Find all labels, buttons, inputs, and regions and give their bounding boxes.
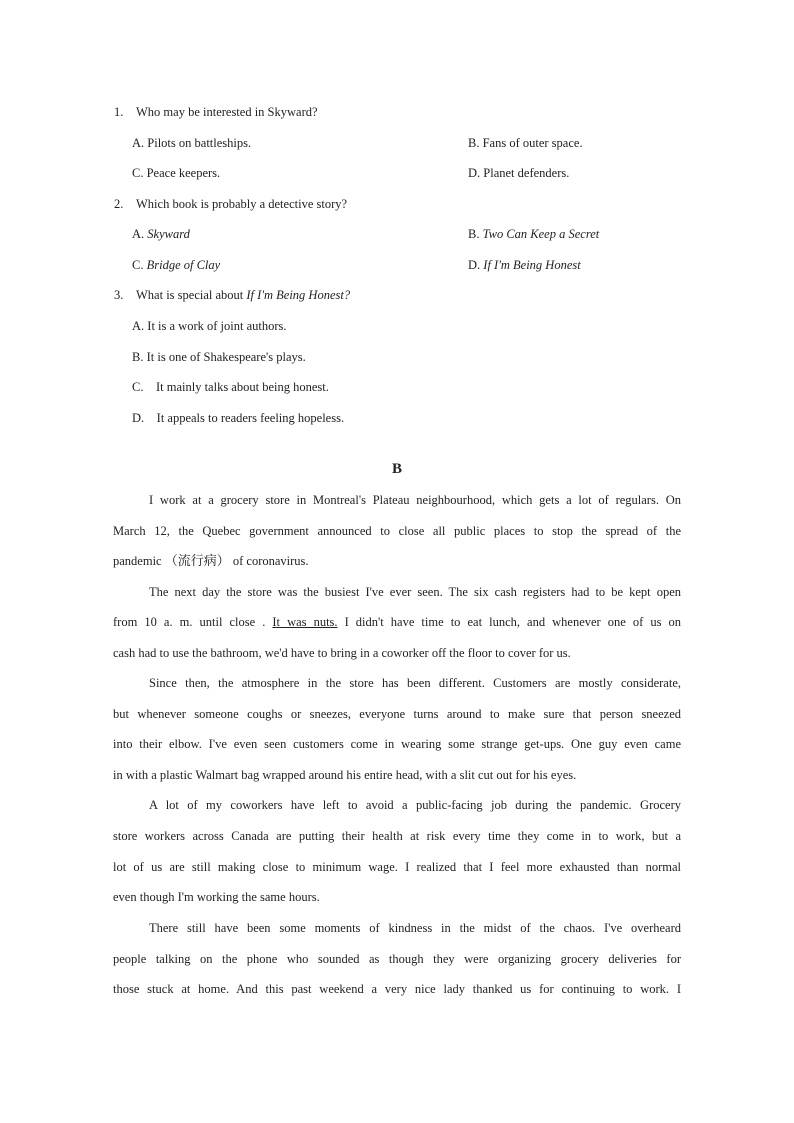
passage-line: people talking on the phone who sounded as though they were organizing grocery deliveries for	[113, 952, 681, 966]
passage-line	[113, 614, 681, 630]
option-1a	[132, 135, 251, 151]
option-text: Pilots on battleships.	[147, 136, 252, 150]
option-text: Skyward	[147, 227, 190, 241]
option-2c	[132, 257, 220, 273]
option-text: Two Can Keep a Secret	[482, 227, 600, 241]
passage-line: lot of us are still making close to minimum wage. I realized that I feel more exhausted than normal	[113, 860, 681, 874]
passage-text: from 10 a. m. until close .	[113, 615, 273, 629]
passage-line: in with a plastic Walmart bag wrapped around his entire head, with a slit cut out for his eyes.	[113, 768, 577, 782]
passage-line	[113, 553, 681, 570]
option-text: It is a work of joint authors.	[147, 319, 287, 333]
question-3	[114, 287, 350, 303]
question-1	[114, 104, 318, 120]
option-letter: A.	[132, 319, 145, 333]
option-letter: C.	[132, 258, 144, 272]
passage-text: pandemic	[113, 554, 165, 568]
passage-line: March 12, the Quebec government announced to close all public places to stop the spread of the	[113, 524, 681, 538]
passage-line: The next day the store was the busiest I've ever seen. The six cash registers had to be kept open	[149, 585, 681, 599]
option-letter: D.	[468, 166, 481, 180]
option-text: Peace keepers.	[146, 166, 221, 180]
option-letter: B.	[468, 136, 480, 150]
option-3a	[132, 318, 287, 334]
question-2	[114, 196, 347, 212]
option-1b	[468, 135, 583, 151]
question-book-title: If I'm Being Honest?	[246, 288, 351, 302]
option-2d	[468, 257, 581, 273]
option-letter: A.	[132, 227, 145, 241]
question-number: 2.	[114, 197, 124, 211]
question-text: What is special about	[136, 288, 247, 302]
option-1c	[132, 165, 220, 181]
question-number: 3.	[114, 288, 124, 302]
passage-line: into their elbow. I've even seen customers come in wearing some strange get-ups. One guy even came	[113, 737, 681, 751]
passage-line: I work at a grocery store in Montreal's Plateau neighbourhood, which gets a lot of regulars. On	[149, 493, 681, 507]
question-number: 1.	[114, 105, 124, 119]
option-letter: B.	[468, 227, 480, 241]
option-3d	[132, 410, 344, 426]
option-letter: D.	[132, 411, 145, 425]
option-letter: B.	[132, 350, 144, 364]
option-letter: D.	[468, 258, 481, 272]
option-1d	[468, 165, 569, 181]
passage-line: cash had to use the bathroom, we'd have to bring in a coworker off the floor to cover for us.	[113, 646, 571, 660]
option-text: It is one of Shakespeare's plays.	[146, 350, 306, 364]
passage-line: There still have been some moments of kindness in the midst of the chaos. I've overheard	[149, 921, 681, 935]
chinese-gloss: （流行病）	[164, 554, 230, 569]
passage-line: Since then, the atmosphere in the store has been different. Customers are mostly considerate,	[149, 676, 681, 690]
option-letter: C.	[132, 380, 144, 394]
option-text: Planet defenders.	[483, 166, 570, 180]
question-text: Who may be interested in Skyward?	[136, 105, 318, 119]
passage-text: of coronavirus.	[229, 554, 309, 568]
option-letter: A.	[132, 136, 145, 150]
option-text: Bridge of Clay	[146, 258, 221, 272]
passage-line: A lot of my coworkers have left to avoid a public-facing job during the pandemic. Grocery	[149, 798, 681, 812]
option-letter: C.	[132, 166, 144, 180]
question-text: Which book is probably a detective story?	[136, 197, 348, 211]
section-title: B	[391, 461, 402, 477]
underlined-phrase: It was nuts.	[272, 615, 338, 629]
option-3c	[132, 379, 329, 395]
option-text: Fans of outer space.	[482, 136, 583, 150]
option-text: It mainly talks about being honest.	[155, 380, 329, 394]
passage-line: those stuck at home. And this past weekend a very nice lady thanked us for continuing to work. I	[113, 982, 681, 996]
option-text: It appeals to readers feeling hopeless.	[156, 411, 345, 425]
option-text: If I'm Being Honest	[483, 258, 581, 272]
passage-text: I didn't have time to eat lunch, and whenever one of us on	[337, 615, 681, 629]
passage-line: store workers across Canada are putting their health at risk every time they come in to work, but a	[113, 829, 681, 843]
passage-line: even though I'm working the same hours.	[113, 890, 320, 904]
option-2b	[468, 226, 599, 242]
passage-line: but whenever someone coughs or sneezes, everyone turns around to make sure that person sneezed	[113, 707, 681, 721]
option-3b	[132, 349, 306, 365]
option-2a	[132, 226, 190, 242]
